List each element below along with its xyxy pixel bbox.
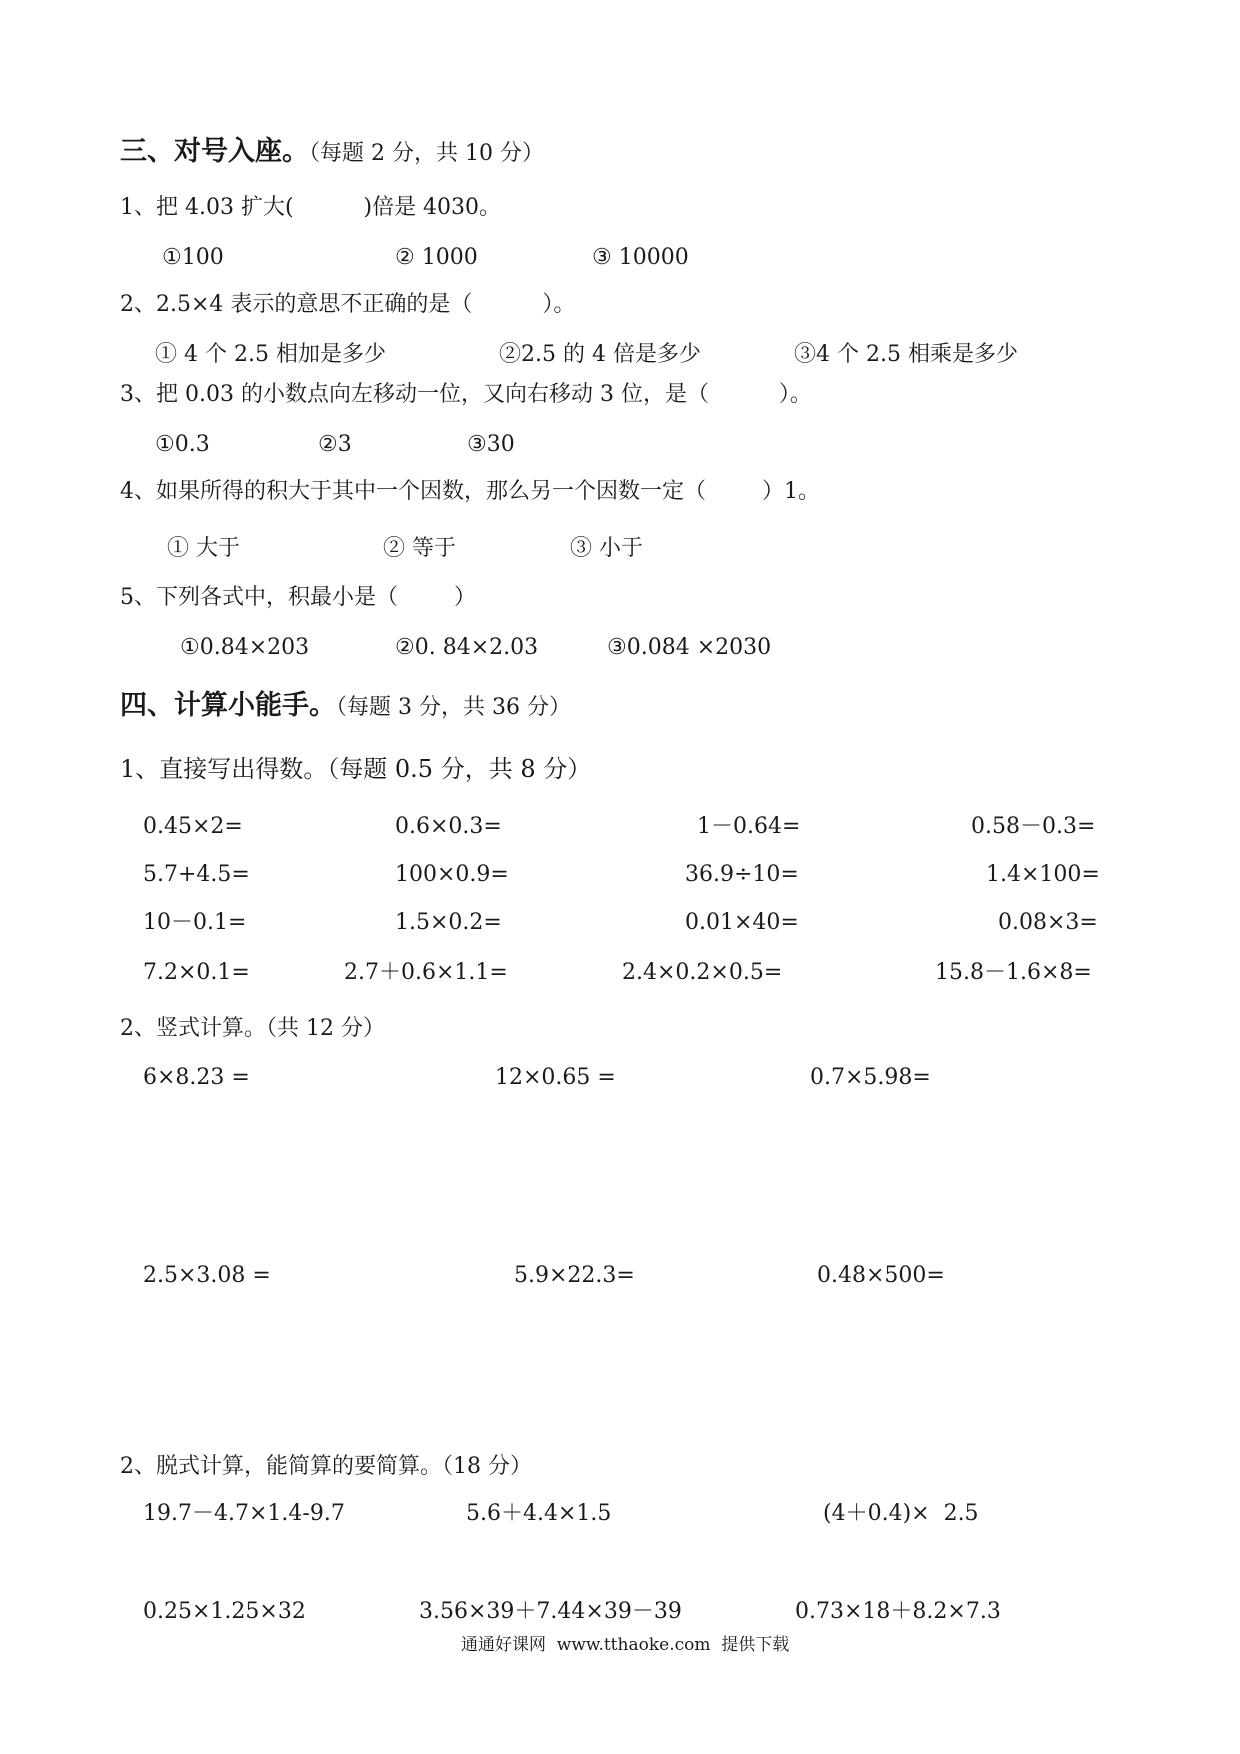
part1-title: 1、直接写出得数。（每题 0.5 分，共 8 分） [120, 755, 592, 783]
calc-item: 2.4×0.2×0.5= [622, 960, 783, 985]
question-2: 2、2.5×4 表示的意思不正确的是（ ）。 [120, 292, 576, 317]
q5-option-3: ③0.084 ×2030 [607, 635, 772, 660]
vertical-calc-item: 12×0.65 = [495, 1065, 616, 1090]
q5-option-2: ②0. 84×2.03 [395, 635, 539, 660]
calc-item: 100×0.9= [395, 862, 509, 887]
calc-item: 7.2×0.1= [143, 960, 250, 985]
part2-title: 2、竖式计算。（共 12 分） [120, 1016, 385, 1041]
q3-option-1: ①0.3 [155, 432, 210, 457]
step-calc-item: 3.56×39＋7.44×39－39 [419, 1599, 682, 1624]
question-3: 3、把 0.03 的小数点向左移动一位，又向右移动 3 位，是（ ）。 [120, 382, 812, 407]
calc-item: 5.7+4.5= [143, 862, 250, 887]
step-calc-item: 5.6＋4.4×1.5 [466, 1501, 612, 1526]
question-1: 1、把 4.03 扩大( )倍是 4030。 [120, 195, 502, 220]
calc-item: 1－0.64= [697, 814, 801, 839]
q2-option-2: ②2.5 的 4 倍是多少 [499, 342, 701, 367]
part3-title: 2、脱式计算，能简算的要简算。（18 分） [120, 1454, 532, 1479]
q2-option-1: ① 4 个 2.5 相加是多少 [155, 342, 386, 367]
vertical-calc-item: 0.7×5.98= [810, 1065, 931, 1090]
step-calc-item: 0.25×1.25×32 [143, 1599, 306, 1624]
vertical-calc-item: 2.5×3.08 = [143, 1263, 271, 1288]
calc-item: 0.08×3= [998, 910, 1098, 935]
calc-item: 1.4×100= [986, 862, 1100, 887]
footer-watermark: 通通好课网 www.tthaoke.com 提供下载 [461, 1635, 790, 1655]
calc-item: 0.45×2= [143, 814, 243, 839]
q4-option-3: ③ 小于 [570, 536, 643, 561]
q5-option-1: ①0.84×203 [180, 635, 310, 660]
calc-item: 15.8－1.6×8= [935, 960, 1092, 985]
q3-option-3: ③30 [467, 432, 515, 457]
vertical-calc-item: 0.48×500= [817, 1263, 945, 1288]
q1-option-2: ② 1000 [395, 245, 478, 270]
step-calc-item: 19.7－4.7×1.4-9.7 [143, 1501, 345, 1526]
question-5: 5、下列各式中，积最小是（ ） [120, 585, 476, 610]
section4-score: （每题 3 分，共 36 分） [336, 695, 571, 720]
calc-item: 10－0.1= [143, 910, 247, 935]
calc-item: 0.6×0.3= [395, 814, 502, 839]
step-calc-item: (4＋0.4)× 2.5 [823, 1501, 979, 1526]
question-4: 4、如果所得的积大于其中一个因数，那么另一个因数一定（ ）1。 [120, 479, 820, 504]
vertical-calc-item: 5.9×22.3= [514, 1263, 635, 1288]
section3-score: （每题 2 分，共 10 分） [309, 141, 544, 166]
q3-option-2: ②3 [318, 432, 352, 457]
section3-title: 三、对号入座。 [120, 136, 309, 167]
calc-item: 0.58－0.3= [971, 814, 1096, 839]
q2-option-3: ③4 个 2.5 相乘是多少 [794, 342, 1018, 367]
step-calc-item: 0.73×18＋8.2×7.3 [795, 1599, 1001, 1624]
calc-item: 2.7＋0.6×1.1= [344, 960, 508, 985]
q1-option-3: ③ 10000 [592, 245, 689, 270]
q4-option-1: ① 大于 [167, 536, 240, 561]
q1-option-1: ①100 [162, 245, 224, 270]
calc-item: 36.9÷10= [685, 862, 799, 887]
calc-item: 0.01×40= [685, 910, 799, 935]
vertical-calc-item: 6×8.23 = [143, 1065, 250, 1090]
calc-item: 1.5×0.2= [395, 910, 502, 935]
section4-title: 四、计算小能手。 [120, 690, 336, 721]
section3-heading [120, 138, 544, 165]
section4-heading [120, 692, 571, 719]
q4-option-2: ② 等于 [383, 536, 456, 561]
